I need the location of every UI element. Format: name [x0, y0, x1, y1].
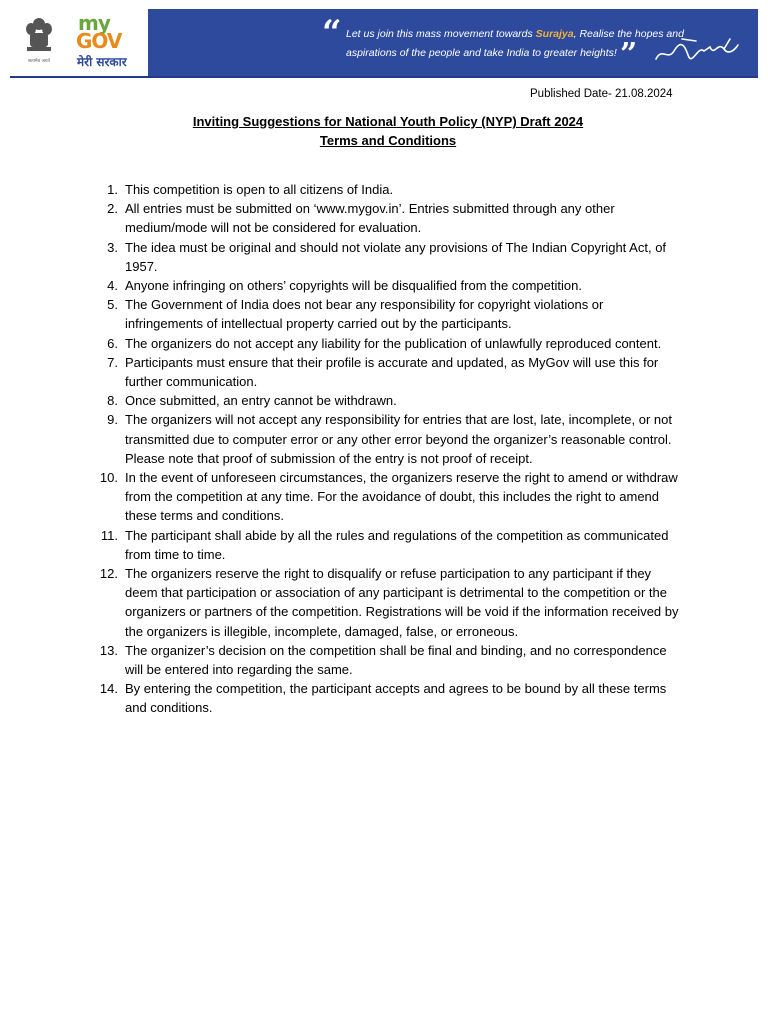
open-quote-icon: “: [322, 13, 342, 53]
terms-item-text: This competition is open to all citizens of India.: [125, 182, 394, 197]
terms-item: [92, 353, 682, 391]
terms-item-number: 6.: [107, 335, 118, 351]
terms-item-text: Once submitted, an entry cannot be withdrawn.: [125, 393, 397, 409]
terms-item-number: 12.: [99, 566, 118, 582]
terms-item: [92, 391, 682, 410]
terms-item-text: The Government of India does not bear any responsibility for copyright violations or infringements of intellectual property carried out by the participants.: [125, 297, 604, 332]
terms-item-number: 2.: [107, 201, 118, 217]
terms-item-number: 7.: [107, 354, 118, 370]
quote-part-2: , Realise the hopes and aspirations of the people and take India to greater heights!: [346, 28, 684, 59]
terms-item: [92, 238, 682, 276]
terms-item-text: The participant shall abide by all the rules and regulations of the competition as communicated from time to time.: [125, 527, 669, 562]
logo-gov-text: GOV: [76, 29, 122, 53]
terms-item-number: 11.: [100, 527, 118, 543]
terms-item: [92, 564, 682, 641]
terms-item-number: 10.: [99, 470, 118, 486]
terms-item: [92, 468, 682, 526]
document-title: Inviting Suggestions for National Youth Policy (NYP) Draft 2024: [192, 114, 584, 129]
terms-item: [92, 334, 682, 353]
terms-item-text: The organizers reserve the right to disqualify or refuse participation to any participant if they deem that participation or association of any participant is detrimental to the competition or the organizers or partners of the competition. Registrations will be void if the information received by the organizers is illegible, incomplete, damaged, false, or erroneous.: [125, 566, 679, 639]
terms-item-number: 9.: [107, 412, 118, 428]
terms-item: [92, 199, 682, 237]
mygov-logo: [68, 9, 148, 76]
terms-item: [92, 526, 682, 564]
terms-item-number: 13.: [99, 642, 118, 658]
terms-item: [92, 410, 682, 468]
terms-item-number: 14.: [99, 681, 118, 697]
emblem: [10, 9, 68, 76]
logo-my-text: my: [78, 11, 110, 35]
terms-item: [92, 276, 682, 295]
terms-item-text: By entering the competition, the participant accepts and agrees to be bound by all these terms and conditions.: [125, 681, 667, 716]
terms-item-text: Anyone infringing on others’ copyrights will be disqualified from the competition.: [125, 278, 582, 294]
header-banner: [10, 9, 758, 78]
emblem-caption: सत्यमेव जयते: [27, 59, 51, 64]
document-subtitle: Terms and Conditions: [319, 133, 457, 148]
quote-highlight: Surajya: [535, 28, 574, 40]
terms-item-text: The organizers do not accept any liability for the publication of unlawfully reproduced content.: [125, 335, 662, 351]
terms-item-text: The idea must be original and should not violate any provisions of The Indian Copyright Act, of 1957.: [125, 239, 667, 274]
terms-item-text: In the event of unforeseen circumstances, the organizers reserve the right to amend or withdraw from the competition at any time. For the avoidance of doubt, this includes the right to amend these terms and conditions.: [125, 470, 678, 524]
terms-item-number: 8.: [107, 393, 118, 409]
signature-icon: [652, 33, 742, 67]
terms-item-number: 5.: [107, 297, 118, 313]
terms-item: [92, 679, 682, 717]
terms-item-number: 4.: [107, 278, 118, 294]
terms-item: [92, 641, 682, 679]
national-emblem-icon: [24, 15, 54, 65]
terms-item-text: All entries must be submitted on ‘www.mygov.in’. Entries submitted through any other medium/mode will not be considered for evaluation.: [125, 201, 615, 236]
terms-list: [92, 180, 682, 718]
terms-item-number: 3.: [107, 239, 118, 255]
terms-item-text: Participants must ensure that their profile is accurate and updated, as MyGov will use this for further communication.: [125, 354, 659, 390]
logo-hindi-text: मेरी सरकार: [77, 55, 127, 69]
terms-item-number: 1.: [107, 182, 118, 197]
published-date: Published Date- 21.08.2024: [530, 88, 673, 100]
terms-item-text: The organizers will not accept any responsibility for entries that are lost, late, incomplete, or not transmitted due to computer error or any other error beyond the organizer’s reasonable control. Please note that proof of submission of the entry is not proof of receipt.: [125, 412, 672, 466]
terms-item: [92, 180, 682, 199]
terms-item: [92, 295, 682, 333]
close-quote-icon: ”: [620, 37, 638, 72]
quote-part-1: Let us join this mass movement towards: [346, 28, 536, 40]
terms-item-text: The organizer’s decision on the competition shall be final and binding, and no correspondence will be entered into regarding the same.: [125, 642, 667, 678]
